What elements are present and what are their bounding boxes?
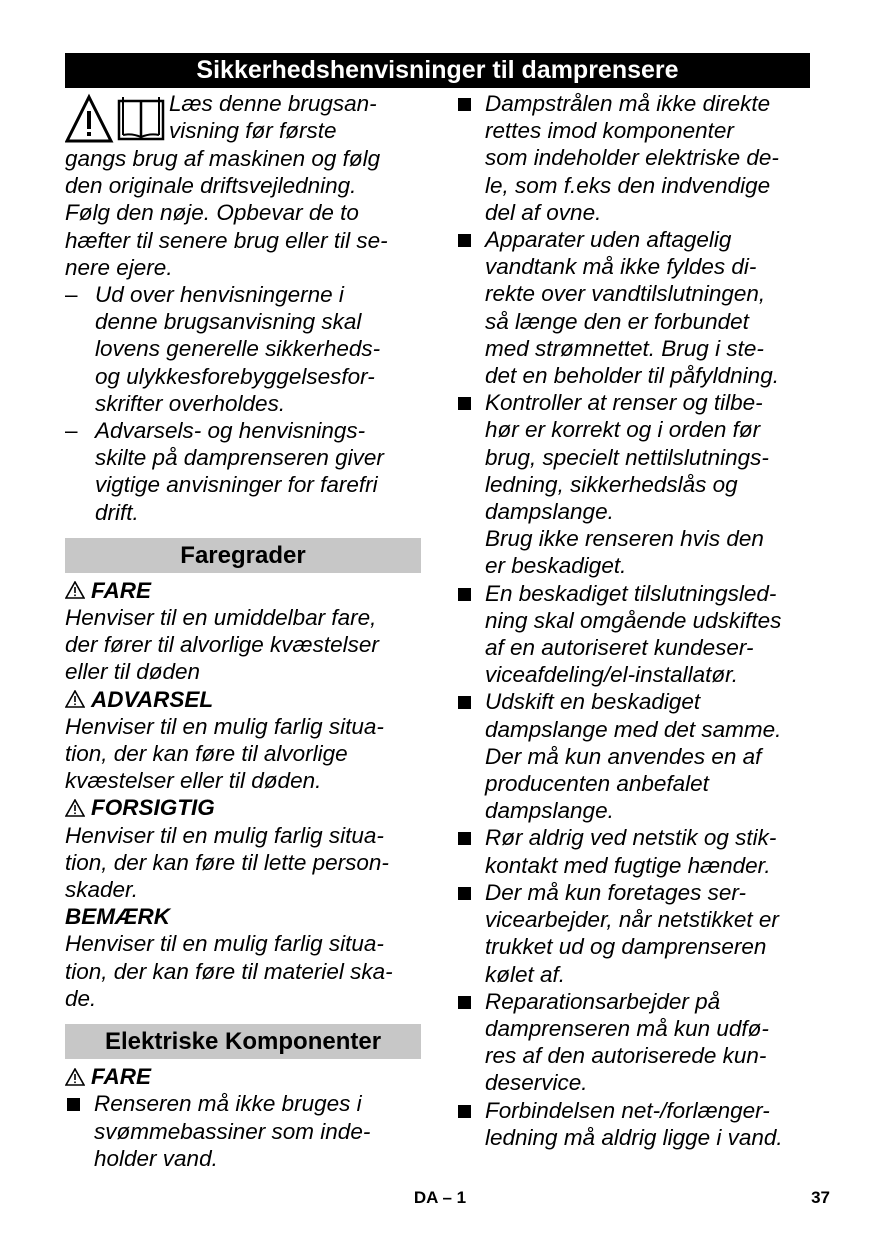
bullet-line: ledning, sikkerhedslås og bbox=[485, 471, 738, 497]
hazard-level-forsigtig bbox=[65, 794, 421, 821]
bullet-line: vandtank må ikke fyldes di- bbox=[485, 254, 757, 280]
list-line: drift. bbox=[95, 499, 139, 525]
bullet-line: Rør aldrig ved netstik og stik- bbox=[485, 825, 777, 851]
hazard-level-fare bbox=[65, 577, 421, 604]
bullet-item bbox=[456, 879, 812, 988]
bullet-line: deservice. bbox=[485, 1070, 588, 1096]
right-column bbox=[456, 90, 812, 1151]
list-line: og ulykkesforebyggelsesfor- bbox=[95, 363, 375, 389]
list-line: vigtige anvisninger for farefri bbox=[95, 472, 378, 498]
faregrader-heading: Faregrader bbox=[65, 538, 421, 573]
bullet-item bbox=[456, 580, 812, 689]
bullet-item bbox=[456, 226, 812, 389]
hazard-text: Henviser til en mulig farlig situa- bbox=[65, 931, 384, 957]
bullet-item bbox=[456, 1097, 812, 1151]
intro-line: Læs denne brugsan- bbox=[169, 91, 377, 116]
left-column bbox=[65, 90, 421, 1172]
hazard-label: BEMÆRK bbox=[65, 904, 170, 930]
bullet-line: kontakt med fugtige hænder. bbox=[485, 852, 771, 878]
bullet-line: dampslange med det samme. bbox=[485, 716, 782, 742]
list-line: denne brugsanvisning skal bbox=[95, 309, 362, 335]
hazard-label: FORSIGTIG bbox=[91, 795, 215, 821]
bullet-line: Reparationsarbejder på bbox=[485, 988, 721, 1014]
bullet-item bbox=[456, 988, 812, 1097]
bullet-line: svømmebassiner som inde- bbox=[94, 1118, 371, 1144]
bullet-line: Kontroller at renser og tilbe- bbox=[485, 390, 763, 416]
warning-icon bbox=[65, 799, 85, 817]
intro-line: visning før første bbox=[169, 118, 337, 144]
warning-icon bbox=[65, 581, 85, 599]
hazard-text: de. bbox=[65, 985, 97, 1011]
hazard-level-advarsel bbox=[65, 686, 421, 713]
hazard-level-fare bbox=[65, 1063, 421, 1090]
bullet-line: le, som f.eks den indvendige bbox=[485, 172, 771, 198]
bullet-line: ning skal omgående udskiftes bbox=[485, 607, 782, 633]
hazard-text: Henviser til en mulig farlig situa- bbox=[65, 822, 384, 848]
intro-line: gangs brug af maskinen og følg bbox=[65, 146, 381, 171]
bullet-line: kølet af. bbox=[485, 961, 566, 987]
bullet-line: Brug ikke renseren hvis den bbox=[485, 526, 764, 552]
bullet-line: damprenseren må kun udfø- bbox=[485, 1015, 769, 1041]
bullet-line: Apparater uden aftagelig bbox=[485, 227, 732, 253]
bullet-item bbox=[456, 389, 812, 579]
bullet-line: del af ovne. bbox=[485, 199, 602, 225]
warning-icon bbox=[65, 1068, 85, 1086]
bullet-line: dampslange. bbox=[485, 798, 614, 824]
intro-line: hæfter til senere brug eller til se- bbox=[65, 227, 388, 253]
hazard-text: Henviser til en mulig farlig situa- bbox=[65, 713, 384, 739]
bullet-line: holder vand. bbox=[94, 1145, 218, 1171]
warning-icon bbox=[65, 690, 85, 708]
bullet-line: ledning må aldrig ligge i vand. bbox=[485, 1124, 783, 1150]
list-line: skilte på damprenseren giver bbox=[95, 445, 384, 471]
bullet-line: som indeholder elektriske de- bbox=[485, 145, 779, 171]
bullet-line: rekte over vandtilslutningen, bbox=[485, 281, 766, 307]
bullet-line: med strømnettet. Brug i ste- bbox=[485, 335, 764, 361]
elektriske-heading: Elektriske Komponenter bbox=[65, 1024, 421, 1059]
hazard-text: tion, der kan føre til alvorlige bbox=[65, 741, 348, 767]
bullet-line: vicearbejder, når netstikket er bbox=[485, 907, 779, 933]
list-line: – Ud over henvisningerne i bbox=[95, 282, 344, 308]
hazard-text: kvæstelser eller til døden. bbox=[65, 768, 322, 794]
list-line: – Advarsels- og henvisnings- bbox=[95, 418, 366, 444]
list-line: lovens generelle sikkerheds- bbox=[95, 336, 381, 362]
bullet-line: Der må kun anvendes en af bbox=[485, 743, 762, 769]
bullet-line: hør er korrekt og i orden før bbox=[485, 417, 761, 443]
intro-paragraph bbox=[65, 90, 421, 281]
bullet-line: En beskadiget tilslutningsled- bbox=[485, 580, 777, 606]
bullet-line: brug, specielt nettilslutnings- bbox=[485, 444, 769, 470]
bullet-item bbox=[456, 824, 812, 878]
intro-line: nere ejere. bbox=[65, 254, 173, 280]
bullet-line: res af den autoriserede kun- bbox=[485, 1043, 767, 1069]
intro-line: Følg den nøje. Opbevar de to bbox=[65, 200, 359, 226]
bullet-line: Renseren må ikke bruges i bbox=[94, 1091, 362, 1117]
hazard-text: eller til døden bbox=[65, 659, 201, 685]
hazard-text: skader. bbox=[65, 877, 138, 903]
hazard-label: FARE bbox=[91, 577, 152, 603]
bullet-line: rettes imod komponenter bbox=[485, 118, 734, 144]
bullet-line: producenten anbefalet bbox=[485, 771, 709, 797]
bullet-line: Dampstrålen må ikke direkte bbox=[485, 91, 771, 116]
hazard-label: ADVARSEL bbox=[91, 686, 214, 712]
dash-list-item bbox=[65, 417, 421, 526]
list-line: skrifter overholdes. bbox=[95, 390, 286, 416]
bullet-item bbox=[456, 688, 812, 824]
footer-section-code: DA – 1 bbox=[413, 1188, 467, 1207]
hazard-text: tion, der kan føre til lette person- bbox=[65, 849, 389, 875]
bullet-line: Udskift en beskadiget bbox=[485, 689, 701, 715]
hazard-level-bemaerk bbox=[65, 903, 421, 930]
page-number: 37 bbox=[811, 1188, 830, 1207]
bullet-line: Forbindelsen net-/forlænger- bbox=[485, 1097, 770, 1123]
bullet-item bbox=[65, 1090, 421, 1172]
hazard-label: FARE bbox=[91, 1064, 152, 1090]
bullet-line: så længe den er forbundet bbox=[485, 308, 749, 334]
dash-list-item bbox=[65, 281, 421, 417]
hazard-text: tion, der kan føre til materiel ska- bbox=[65, 958, 393, 984]
bullet-line: af en autoriseret kundeser- bbox=[485, 635, 754, 661]
bullet-line: det en beholder til påfyldning. bbox=[485, 363, 779, 389]
bullet-line: trukket ud og damprenseren bbox=[485, 934, 767, 960]
bullet-item bbox=[456, 90, 812, 226]
hazard-text: der fører til alvorlige kvæstelser bbox=[65, 632, 379, 658]
bullet-line: dampslange. bbox=[485, 499, 614, 525]
bullet-line: er beskadiget. bbox=[485, 553, 627, 579]
bullet-line: viceafdeling/el-installatør. bbox=[485, 662, 739, 688]
hazard-text: Henviser til en umiddelbar fare, bbox=[65, 605, 377, 631]
intro-line: den originale driftsvejledning. bbox=[65, 173, 357, 199]
warning-manual-icon bbox=[65, 93, 169, 145]
page-title: Sikkerhedshenvisninger til damprensere bbox=[65, 53, 810, 88]
bullet-line: Der må kun foretages ser- bbox=[485, 879, 746, 905]
